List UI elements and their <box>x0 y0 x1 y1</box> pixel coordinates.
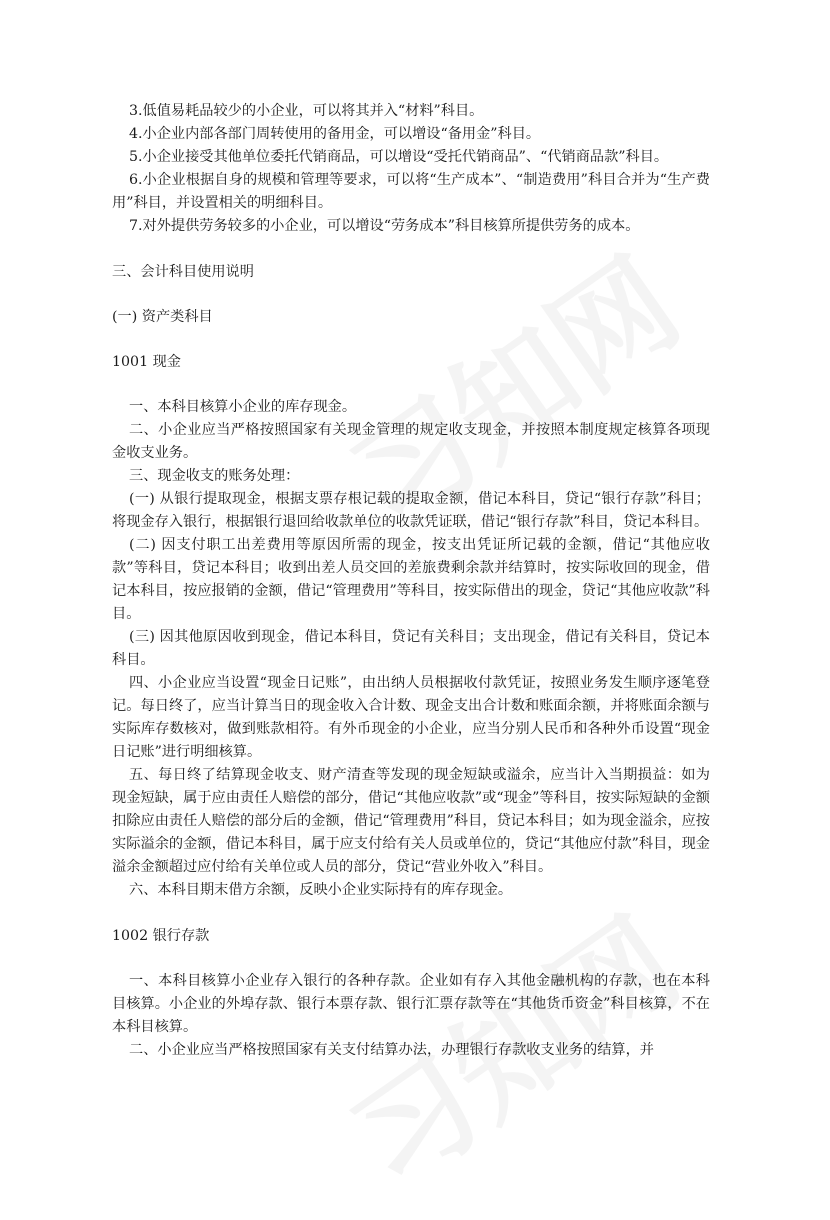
intro-list <box>112 100 710 238</box>
account-1002-paragraph: 二、小企业应当严格按照国家有关支付结算办法，办理银行存款收支业务的结算，并 <box>129 1042 654 1058</box>
account-1001-body <box>112 396 710 902</box>
account-1001-paragraph: 三、现金收支的账务处理： <box>129 468 300 484</box>
account-1001-paragraph: 四、小企业应当设置“现金日记账”，由出纳人员根据收付款凭证，按照业务发生顺序逐笔登记。每日终了，应当计算当日的现金收入合计数、现金支出合计数和账面余额，并将账面余额与实际库存数核对，做到账款相符。有外币现金的小企业，应当分别人民币和各种外币设置“现金日记账”进行明细核算。 <box>112 675 710 760</box>
account-1001-paragraph: (二) 因支付职工出差费用等原因所需的现金，按支出凭证所记载的金额，借记“其他应收款”等科目，贷记本科目；收到出差人员交回的差旅费剩余款并结算时，按实际收回的现金，借记本科目，按应报销的金额，借记“管理费用”等科目，按实际借出的现金，贷记“其他应收款”科目。 <box>112 537 710 622</box>
intro-item: 4.小企业内部各部门周转使用的备用金，可以增设“备用金”科目。 <box>129 126 541 142</box>
document-page <box>112 100 710 1062</box>
account-1002-paragraph: 一、本科目核算小企业存入银行的各种存款。企业如有存入其他金融机构的存款，也在本科目核算。小企业的外埠存款、银行本票存款、银行汇票存款等在“其他货币资金”科目核算，不在本科目核算。 <box>112 973 710 1035</box>
account-1002-title: 1002 银行存款 <box>112 928 210 944</box>
account-1001-paragraph: 一、本科目核算小企业的库存现金。 <box>129 399 357 415</box>
intro-item: 3.低值易耗品较少的小企业，可以将其并入“材料”科目。 <box>129 103 484 119</box>
intro-item: 7.对外提供劳务较多的小企业，可以增设“劳务成本”科目核算所提供劳务的成本。 <box>129 218 640 234</box>
account-1001-title: 1001 现金 <box>112 354 181 370</box>
intro-item: 6.小企业根据自身的规模和管理等要求，可以将“生产成本”、“制造费用”科目合并为“生产费用”科目，并设置相关的明细科目。 <box>112 172 710 211</box>
account-1001-paragraph: 六、本科目期末借方余额，反映小企业实际持有的库存现金。 <box>129 882 513 898</box>
section-title: 三、会计科目使用说明 <box>112 264 254 280</box>
intro-item: 5.小企业接受其他单位委托代销商品，可以增设“受托代销商品”、“代销商品款”科目。 <box>129 149 669 165</box>
account-1001-paragraph: 二、小企业应当严格按照国家有关现金管理的规定收支现金，并按照本制度规定核算各项现金收支业务。 <box>112 422 710 461</box>
account-1001-paragraph: (三) 因其他原因收到现金，借记本科目，贷记有关科目；支出现金，借记有关科目，贷记本科目。 <box>112 629 710 668</box>
account-1001-paragraph: 五、每日终了结算现金收支、财产清查等发现的现金短缺或溢余，应当计入当期损益：如为现金短缺，属于应由责任人赔偿的部分，借记“其他应收款”或“现金”等科目，按实际短缺的金额扣除应由责任人赔偿的部分后的金额，借记“管理费用”科目，贷记本科目；如为现金溢余，应按实际溢余的金额，借记本科目，属于应支付给有关人员或单位的，贷记“其他应付款”科目，现金溢余金额超过应付给有关单位或人员的部分，贷记“营业外收入”科目。 <box>112 767 710 875</box>
account-1001-paragraph: (一) 从银行提取现金，根据支票存根记载的提取金额，借记本科目，贷记“银行存款”科目；将现金存入银行，根据银行退回给收款单位的收款凭证联，借记“银行存款”科目，贷记本科目。 <box>112 491 710 530</box>
subsection-title: (一) 资产类科目 <box>112 309 213 325</box>
account-1002-body <box>112 970 710 1062</box>
